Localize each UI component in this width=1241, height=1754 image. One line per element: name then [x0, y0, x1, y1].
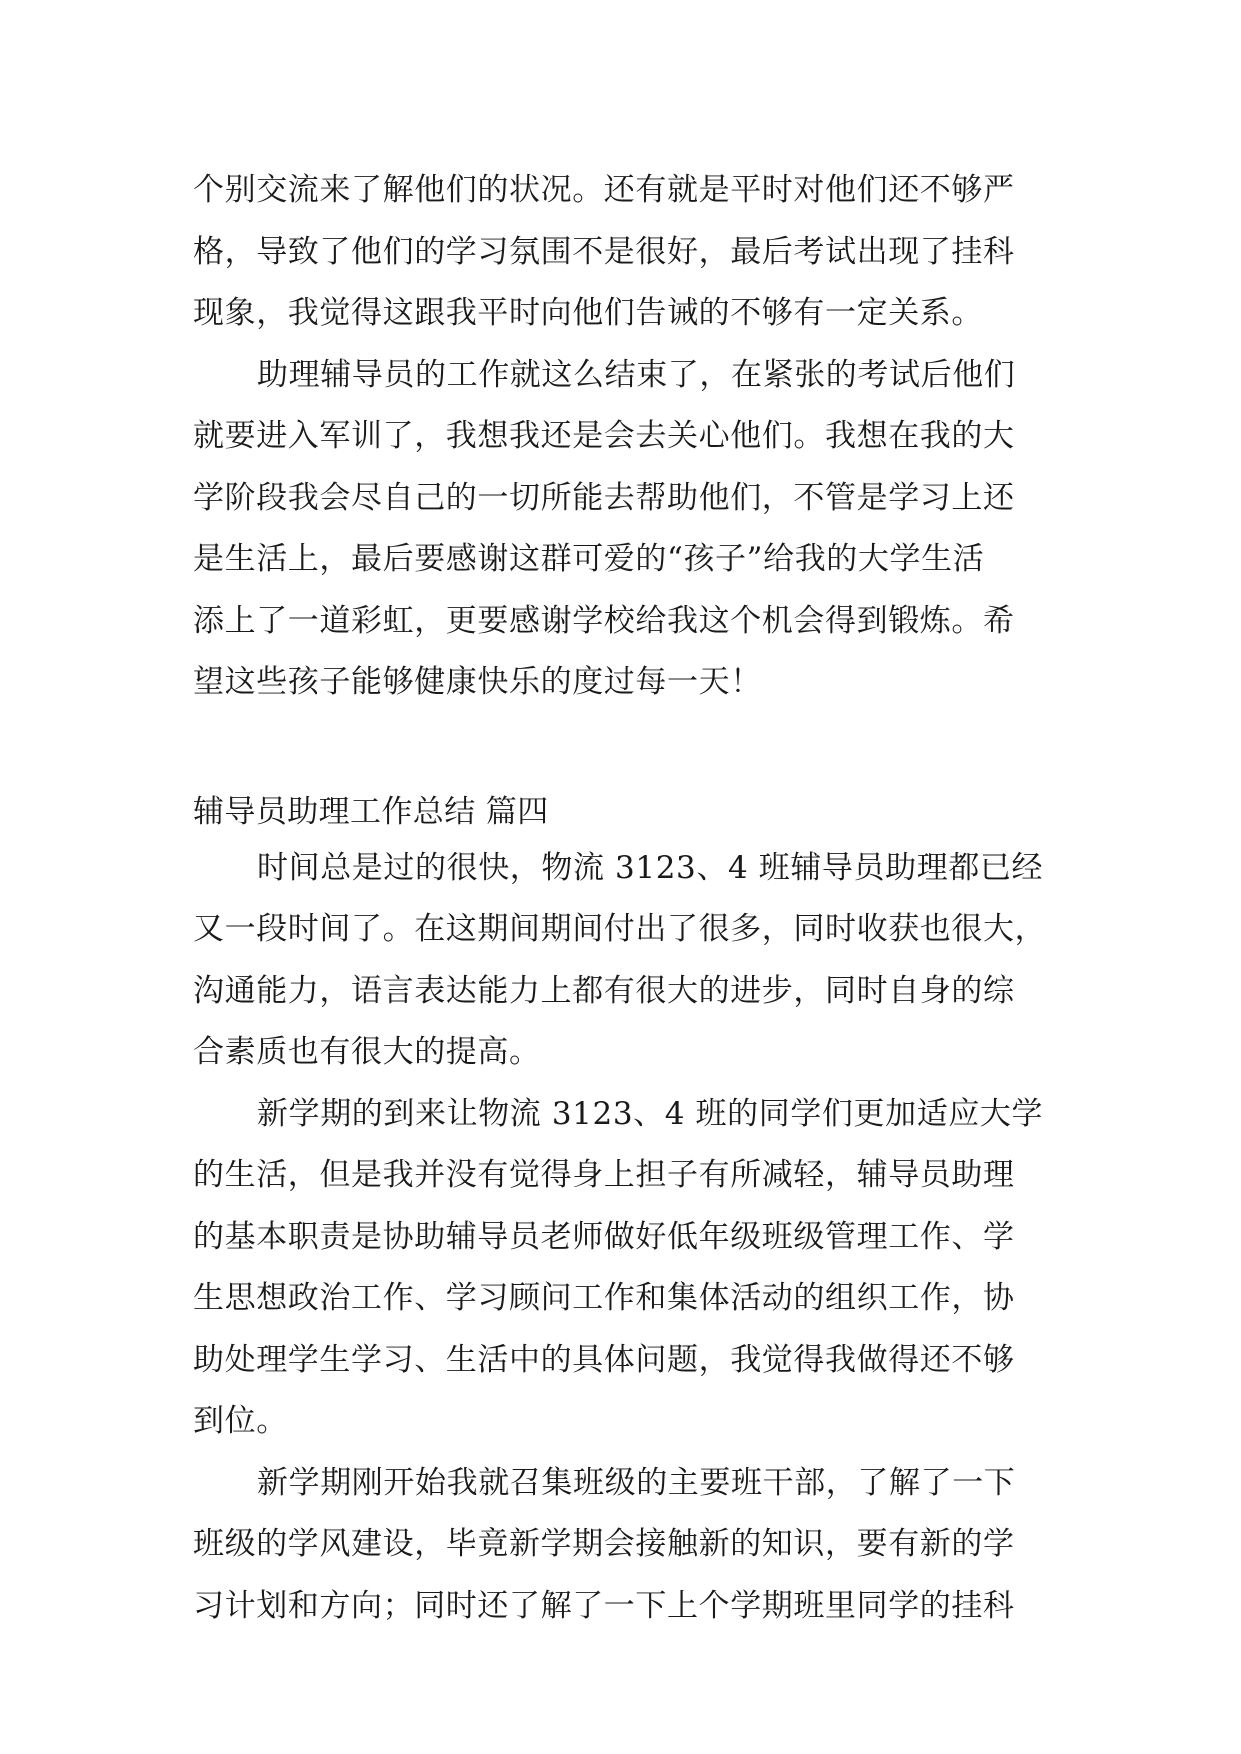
text-line: 又一段时间了。在这期间期间付出了很多，同时收获也很大， — [193, 911, 1047, 947]
text-line: 到位。 — [193, 1403, 288, 1439]
section-gap — [193, 714, 1053, 786]
text-line: 时间总是过的很快，物流 3123、4 班辅导员助理都已经 — [257, 849, 1044, 886]
text-line: 助处理学生学习、生活中的具体问题，我觉得我做得还不够 — [193, 1341, 1015, 1378]
paragraph-continued — [193, 160, 1053, 345]
text-line: 是生活上，最后要感谢这群可爱的“孩子”给我的大学生活 — [193, 541, 985, 577]
text-line: 格，导致了他们的学习氛围不是很好，最后考试出现了挂科 — [193, 233, 1015, 270]
text-line: 的生活，但是我并没有觉得身上担子有所减轻，辅导员助理 — [193, 1157, 1015, 1193]
text-line: 就要进入军训了，我想我还是会去关心他们。我想在我的大 — [193, 418, 1015, 454]
text-line: 沟通能力，语言表达能力上都有很大的进步，同时自身的综 — [193, 972, 1015, 1009]
document-body — [193, 160, 1053, 1637]
text-line: 生思想政治工作、学习顾问工作和集体活动的组织工作，协 — [193, 1280, 1015, 1316]
text-line: 新学期的到来让物流 3123、4 班的同学们更加适应大学 — [257, 1095, 1044, 1132]
section-heading: 辅导员助理工作总结 篇四 — [193, 793, 549, 830]
paragraph-class-meeting — [193, 1453, 1053, 1638]
text-line: 班级的学风建设，毕竟新学期会接触新的知识，要有新的学 — [193, 1526, 1015, 1562]
text-line: 习计划和方向；同时还了解了一下上个学期班里同学的挂科 — [193, 1587, 1015, 1624]
paragraph-intro — [193, 838, 1053, 1084]
text-block-after — [193, 838, 1053, 1638]
text-line: 望这些孩子能够健康快乐的度过每一天！ — [193, 664, 762, 700]
text-line: 新学期刚开始我就召集班级的主要班干部，了解了一下 — [257, 1464, 1016, 1501]
text-line: 个别交流来了解他们的状况。还有就是平时对他们还不够严 — [193, 172, 1015, 208]
text-line: 学阶段我会尽自己的一切所能去帮助他们，不管是学习上还 — [193, 479, 1015, 516]
text-block-before — [193, 160, 1053, 714]
text-line: 助理辅导员的工作就这么结束了，在紧张的考试后他们 — [257, 356, 1016, 393]
text-line: 现象，我觉得这跟我平时向他们告诫的不够有一定关系。 — [193, 295, 983, 331]
text-line: 合素质也有很大的提高。 — [193, 1034, 541, 1070]
text-line: 的基本职责是协助辅导员老师做好低年级班级管理工作、学 — [193, 1218, 1015, 1255]
paragraph-new-semester — [193, 1084, 1053, 1453]
text-line: 添上了一道彩虹，更要感谢学校给我这个机会得到锻炼。希 — [193, 602, 1015, 639]
paragraph-conclusion — [193, 345, 1053, 714]
